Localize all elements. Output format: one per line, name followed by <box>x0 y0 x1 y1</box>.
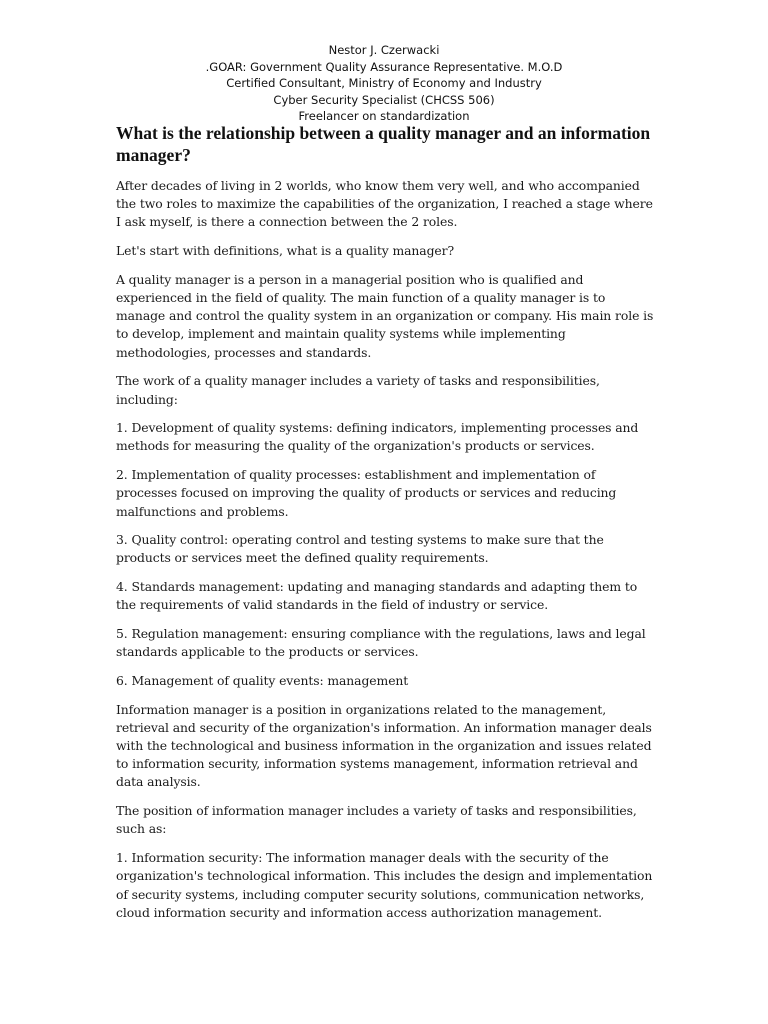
paragraph-intro: After decades of living in 2 worlds, who know them very well, and who accompanied the two roles to maximize the capabilities of the organization, I reached a stage where I ask myself, is there a connection between the 2 roles. <box>116 178 653 230</box>
article-title: What is the relationship between a quality manager and an information manager? <box>116 123 651 165</box>
author-header <box>0 42 768 125</box>
paragraph-definitions-question: Let's start with definitions, what is a quality manager? <box>116 243 455 259</box>
author-title-goar: .GOAR: Government Quality Assurance Representative. M.O.D <box>205 59 563 74</box>
paragraph-quality-manager-tasks-intro: The work of a quality manager includes a variety of tasks and responsibilities, including: <box>116 373 600 407</box>
paragraph-quality-manager-definition: A quality manager is a person in a managerial position who is qualified and experienced in the field of quality. The main function of a quality manager is to manage and control the quality system in an organization or company. His main role is to develop, implement and maintain quality systems while implementing methodologies, processes and standards. <box>116 271 654 360</box>
paragraph-information-manager-tasks-intro: The position of information manager includes a variety of tasks and responsibilities, such as: <box>116 803 637 837</box>
paragraph-information-manager-definition: Information manager is a position in organizations related to the management, retrieval and security of the organization's information. An information manager deals with the technological and business information in the organization and issues related to information security, information systems management, information retrieval and data analysis. <box>116 701 652 790</box>
list-item-information-security: 1. Information security: The information manager deals with the security of the organization's technological information. This includes the design and implementation of security systems, including computer security solutions, communication networks, cloud information security and information access authorization management. <box>116 850 653 920</box>
author-title-freelancer: Freelancer on standardization <box>298 109 470 124</box>
list-item-quality-processes: 2. Implementation of quality processes: establishment and implementation of processes focused on improving the quality of products or services and reducing malfunctions and problems. <box>116 467 617 519</box>
list-item-regulation-management: 5. Regulation management: ensuring compliance with the regulations, laws and legal standards applicable to the products or services. <box>116 626 646 660</box>
list-item-quality-systems: 1. Development of quality systems: defining indicators, implementing processes and methods for measuring the quality of the organization's products or services. <box>116 420 639 454</box>
author-name: Nestor J. Czerwacki <box>328 43 440 57</box>
article-body <box>116 122 656 932</box>
list-item-quality-events: 6. Management of quality events: management <box>116 672 409 688</box>
author-title-consultant: Certified Consultant, Ministry of Economy and Industry <box>226 76 542 91</box>
author-title-cyber: Cyber Security Specialist (CHCSS 506) <box>273 92 495 107</box>
list-item-quality-control: 3. Quality control: operating control and testing systems to make sure that the products or services meet the defined quality requirements. <box>116 532 604 566</box>
list-item-standards-management: 4. Standards management: updating and managing standards and adapting them to the requirements of valid standards in the field of industry or service. <box>116 579 638 613</box>
